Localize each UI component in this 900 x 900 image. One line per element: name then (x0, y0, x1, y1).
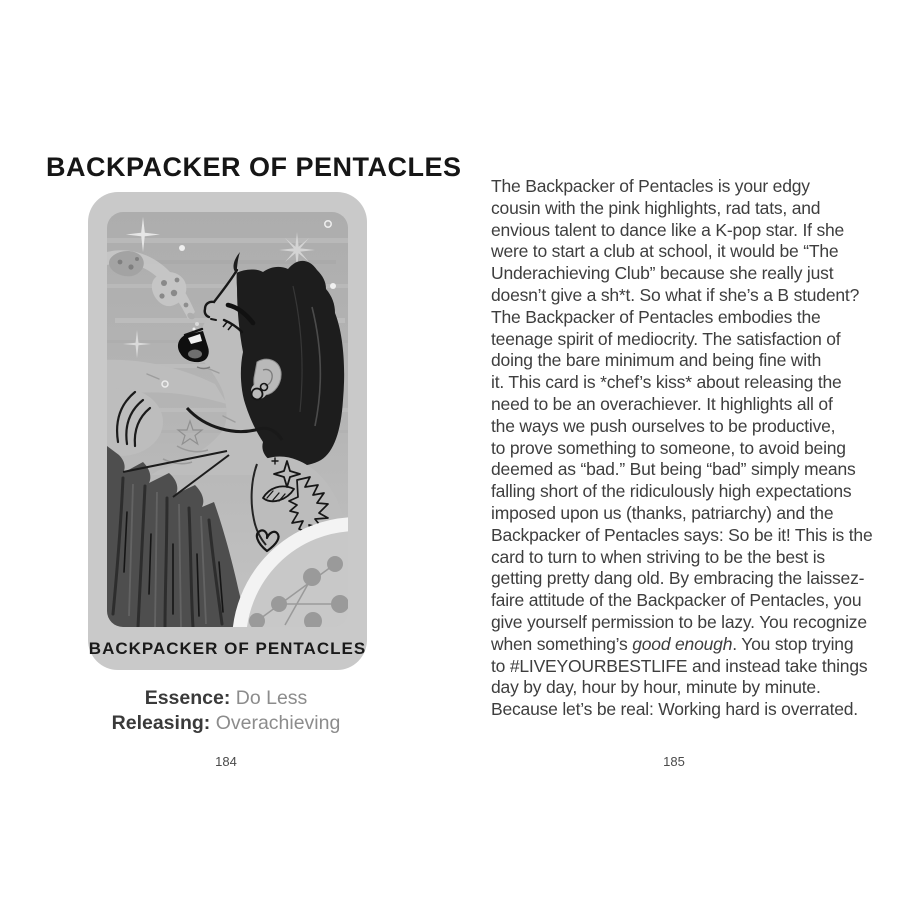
body-line: were to start a club at school, it would be “The (491, 241, 839, 262)
body-line: give yourself permission to be lazy. You recognize (491, 611, 867, 632)
body-line: envious talent to dance like a K-pop star. If she (491, 219, 845, 240)
tarot-card (88, 192, 367, 670)
body-line: Underachieving Club” because she really just (491, 263, 834, 284)
body-line: need to be an overachiever. It highlights all of (491, 393, 833, 414)
body-line: it. This card is *chef’s kiss* about releasing the (491, 372, 842, 393)
essence-line (46, 686, 406, 711)
body-line-segment: . You stop trying (732, 633, 854, 654)
body-line: cousin with the pink highlights, rad tats, and (491, 197, 821, 218)
card-keywords (46, 686, 406, 735)
body-line: teenage spirit of mediocrity. The satisfaction of (491, 328, 841, 349)
releasing-line (46, 711, 406, 736)
essence-label: Essence: (144, 687, 231, 709)
body-line: faire attitude of the Backpacker of Pentacles, you (491, 590, 862, 611)
body-line-italic: good enough (632, 633, 733, 654)
body-line: The Backpacker of Pentacles is your edgy (491, 176, 810, 196)
essence-value: Do Less (235, 687, 308, 709)
body-line: to #LIVEYOURBESTLIFE and instead take things (491, 655, 868, 676)
right-page-number: 185 (663, 754, 685, 769)
body-line (491, 634, 891, 656)
body-line: doesn’t give a sh*t. So what if she’s a B student? (491, 284, 860, 305)
page-title: BACKPACKER OF PENTACLES (46, 152, 462, 182)
body-line: to prove something to someone, to avoid being (491, 437, 846, 458)
body-line: Backpacker of Pentacles says: So be it! This is the (491, 524, 873, 545)
body-line: doing the bare minimum and being fine with (491, 350, 822, 371)
body-line: Because let’s be real: Working hard is overrated. (491, 699, 858, 720)
body-line: The Backpacker of Pentacles embodies the (491, 306, 821, 327)
card-title-label: BACKPACKER OF PENTACLES (88, 638, 367, 658)
releasing-label: Releasing: (111, 711, 211, 734)
card-illustration (107, 212, 348, 627)
body-line: falling short of the ridiculously high expectations (491, 481, 852, 502)
body-line: getting pretty dang old. By embracing the laissez- (491, 568, 865, 589)
body-line: card to turn to when striving to be the best is (491, 546, 825, 567)
releasing-value: Overachieving (215, 711, 341, 734)
body-line: imposed upon us (thanks, patriarchy) and the (491, 502, 834, 523)
body-line: day by day, hour by hour, minute by minute. (491, 677, 821, 698)
left-page-number: 184 (215, 754, 237, 769)
body-text (491, 176, 891, 721)
body-line-segment: when something’s (491, 633, 633, 654)
body-line: deemed as “bad.” But being “bad” simply means (491, 459, 856, 480)
body-line: the ways we push ourselves to be productive, (491, 415, 836, 436)
